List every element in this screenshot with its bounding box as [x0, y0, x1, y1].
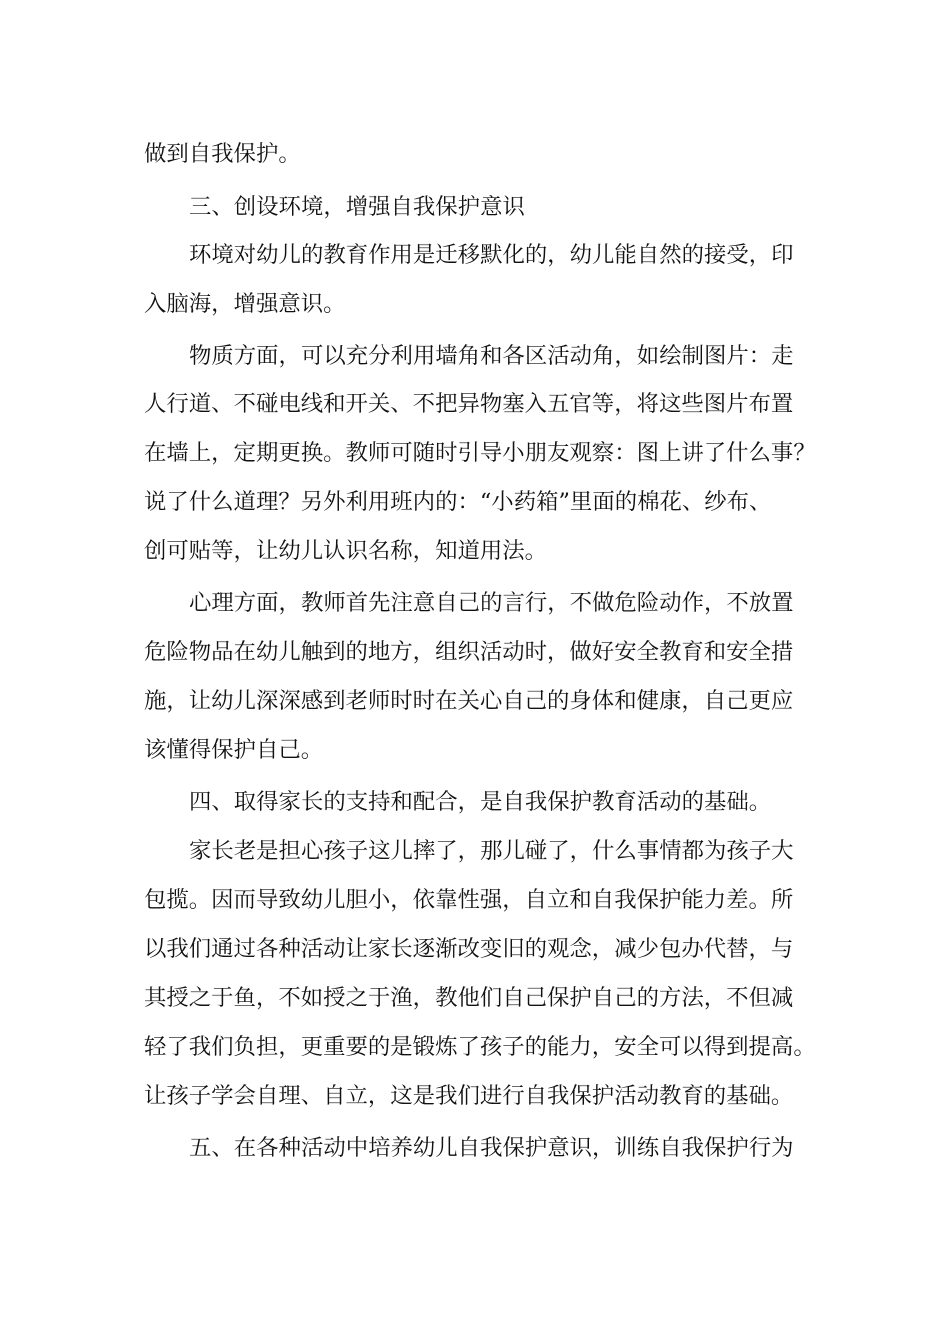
section-heading: 五、在各种活动中培养幼儿自我保护意识，训练自我保护行为 — [189, 1135, 794, 1161]
paragraph-line: 说了什么道理？另外利用班内的：“小药箱”里面的棉花、纱布、 — [144, 489, 772, 515]
paragraph-line: 其授之于鱼，不如授之于渔，教他们自己保护自己的方法，不但减 — [144, 985, 794, 1011]
paragraph-line: 家长老是担心孩子这儿摔了，那儿碰了，什么事情都为孩子大 — [189, 838, 794, 864]
paragraph-line: 施，让幼儿深深感到老师时时在关心自己的身体和健康，自己更应 — [144, 688, 794, 714]
paragraph-line: 心理方面，教师首先注意自己的言行，不做危险动作，不放置 — [189, 590, 794, 616]
paragraph-line: 环境对幼儿的教育作用是迁移默化的，幼儿能自然的接受，印 — [189, 242, 794, 268]
section-heading: 四、取得家长的支持和配合，是自我保护教育活动的基础。 — [189, 789, 772, 815]
paragraph-line: 以我们通过各种活动让家长逐渐改变旧的观念，减少包办代替，与 — [144, 936, 794, 962]
paragraph-line: 创可贴等，让幼儿认识名称，知道用法。 — [144, 538, 548, 564]
paragraph-line: 做到自我保护。 — [144, 141, 301, 167]
paragraph-line: 该懂得保护自己。 — [144, 737, 324, 763]
paragraph-line: 让孩子学会自理、自立，这是我们进行自我保护活动教育的基础。 — [144, 1083, 794, 1109]
paragraph-line: 危险物品在幼儿触到的地方，组织活动时，做好安全教育和安全措 — [144, 639, 794, 665]
section-heading: 三、创设环境，增强自我保护意识 — [189, 194, 525, 220]
paragraph-line: 人行道、不碰电线和开关、不把异物塞入五官等，将这些图片布置 — [144, 391, 794, 417]
paragraph-line: 在墙上，定期更换。教师可随时引导小朋友观察：图上讲了什么事？ — [144, 440, 816, 466]
paragraph-line: 包揽。因而导致幼儿胆小，依靠性强，自立和自我保护能力差。所 — [144, 887, 794, 913]
paragraph-line: 入脑海，增强意识。 — [144, 291, 346, 317]
paragraph-line: 轻了我们负担，更重要的是锻炼了孩子的能力，安全可以得到提高。 — [144, 1034, 816, 1060]
paragraph-line: 物质方面，可以充分利用墙角和各区活动角，如绘制图片：走 — [189, 343, 794, 369]
